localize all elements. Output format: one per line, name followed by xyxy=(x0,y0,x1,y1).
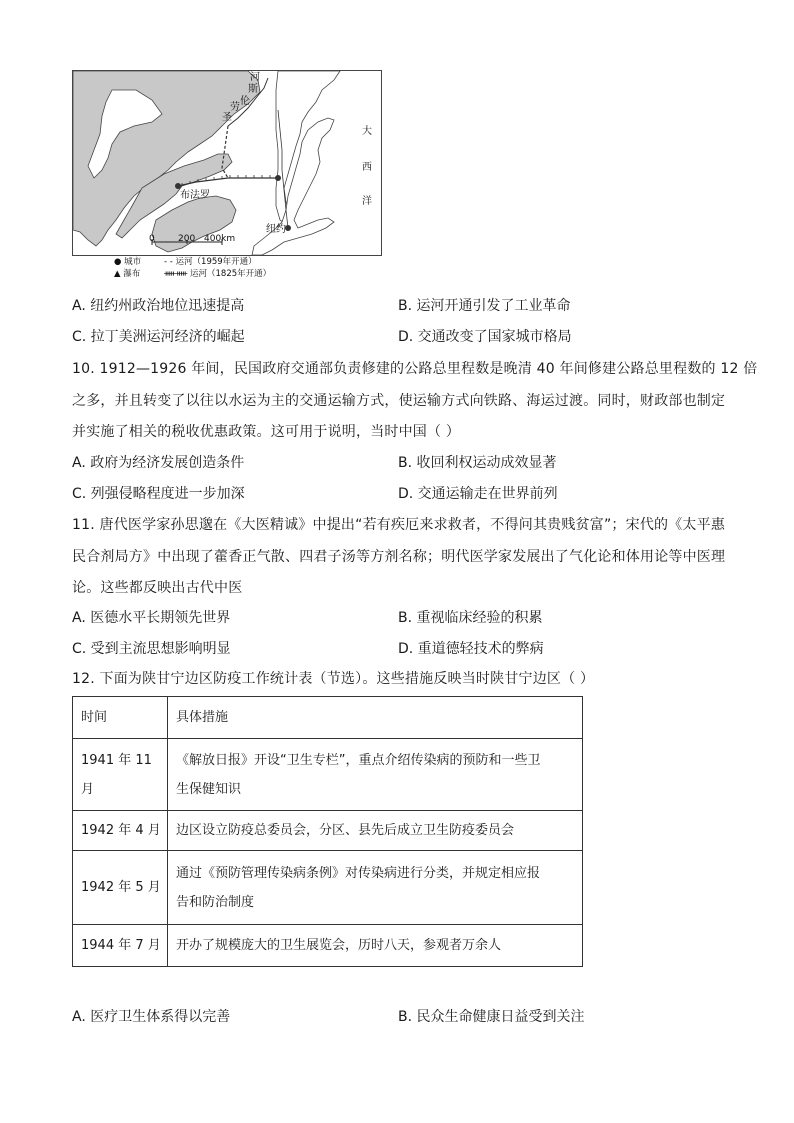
row-measure: 边区设立防疫总委员会，分区、县先后成立卫生防疫委员会 xyxy=(168,811,583,851)
row-time: 1941 年 11 月 xyxy=(73,739,168,811)
epidemic-prevention-table xyxy=(72,696,583,967)
row-measure: 通过《预防管理传染病条例》对传染病进行分类，并规定相应报 告和防治制度 xyxy=(168,851,583,925)
ticked-line-icon: ᚔᚔ xyxy=(164,269,188,279)
q12-option-b: B. 民众生命健康日益受到关注 xyxy=(398,1009,585,1025)
table-row xyxy=(73,811,583,851)
river-label-2: 斯 xyxy=(248,84,258,95)
buffalo-label: 布法罗 xyxy=(180,190,210,201)
scale-end: 400km xyxy=(204,234,236,244)
q9-option-c: C. 拉丁美洲运河经济的崛起 xyxy=(72,329,245,345)
q9-option-a: A. 纽约州政治地位迅速提高 xyxy=(72,298,245,314)
q10-option-a: A. 政府为经济发展创造条件 xyxy=(72,455,245,471)
river-label-4: 伦 xyxy=(240,96,250,107)
ocean-label-1: 大 xyxy=(362,126,372,137)
scale-mid: 200 xyxy=(178,234,196,244)
q10-line-2: 之多，并且转变了以往以水运为主的交通运输方式，使运输方式向铁路、海运过渡。同时，财政部也制定 xyxy=(72,393,726,409)
dashed-line-icon: - - xyxy=(164,257,173,267)
legend-falls: ▲ 瀑布 xyxy=(114,269,141,279)
table-row xyxy=(73,925,583,967)
q11-option-c: C. 受到主流思想影响明显 xyxy=(72,641,231,657)
falls-triangle-icon: ▲ xyxy=(114,269,121,279)
map-figure xyxy=(72,70,382,282)
q11-option-a: A. 医德水平长期领先世界 xyxy=(72,610,231,626)
q12-stem: 12. 下面为陕甘宁边区防疫工作统计表（节选）。这些措施反映当时陕甘宁边区（ ） xyxy=(72,671,595,687)
legend-canal-1825: ᚔᚔ 运河（1825年开通） xyxy=(164,269,272,279)
row-time: 1942 年 4 月 xyxy=(73,811,168,851)
albany-marker xyxy=(275,175,281,181)
newyork-label: 纽约 xyxy=(266,224,286,235)
q11-option-d: D. 重道德轻技术的弊病 xyxy=(398,641,544,657)
city-dot-icon: ● xyxy=(114,257,122,267)
q9-option-b: B. 运河开通引发了工业革命 xyxy=(398,298,571,314)
legend-canal-1959: - - 运河（1959年开通） xyxy=(164,257,257,267)
q10-option-d: D. 交通运输走在世界前列 xyxy=(398,486,558,502)
q9-option-d: D. 交通改变了国家城市格局 xyxy=(398,329,572,345)
q10-option-c: C. 列强侵略程度进一步加深 xyxy=(72,486,245,502)
table-header-row xyxy=(73,697,583,739)
scale-zero: 0 xyxy=(149,234,155,244)
q10-option-b: B. 收回利权运动成效显著 xyxy=(398,455,557,471)
table-row xyxy=(73,851,583,925)
row-time: 1944 年 7 月 xyxy=(73,925,168,967)
q12-option-a: A. 医疗卫生体系得以完善 xyxy=(72,1009,231,1025)
q11-line-3: 论。这些都反映出古代中医 xyxy=(72,580,243,596)
q10-line-1: 10. 1912—1926 年间，民国政府交通部负责修建的公路总里程数是晚清 40 年间修建公路总里程数的 12 倍 xyxy=(72,361,758,377)
row-measure: 开办了规模庞大的卫生展览会，历时八天，参观者万余人 xyxy=(168,925,583,967)
row-measure: 《解放日报》开设“卫生专栏”，重点介绍传染病的预防和一些卫 生保健知识 xyxy=(168,739,583,811)
header-time: 时间 xyxy=(73,697,168,739)
river-label-3: 劳 xyxy=(230,102,240,113)
q11-line-2: 民合剂局方》中出现了藿香正气散、四君子汤等方剂名称；明代医学家发展出了气化论和体用论等中医理 xyxy=(72,549,726,565)
ocean-label-3: 洋 xyxy=(362,196,372,207)
river-label-1: 河 xyxy=(250,72,260,83)
row-time: 1942 年 5 月 xyxy=(73,851,168,925)
q10-line-3: 并实施了相关的税收优惠政策。这可用于说明，当时中国（ ） xyxy=(72,424,461,440)
header-measure: 具体措施 xyxy=(168,697,583,739)
ocean-label-2: 西 xyxy=(362,162,372,173)
erie-canal-map xyxy=(72,70,382,256)
q11-option-b: B. 重视临床经验的积累 xyxy=(398,610,543,626)
river-label-5: 圣 xyxy=(222,112,232,123)
table-row xyxy=(73,739,583,811)
buffalo-marker xyxy=(175,183,181,189)
q11-line-1: 11. 唐代医学家孙思邈在《大医精诚》中提出“若有疾厄来求救者，不得问其贵贱贫富”；宋代的《太平惠 xyxy=(72,517,726,533)
legend-city: ● 城市 xyxy=(114,257,142,267)
